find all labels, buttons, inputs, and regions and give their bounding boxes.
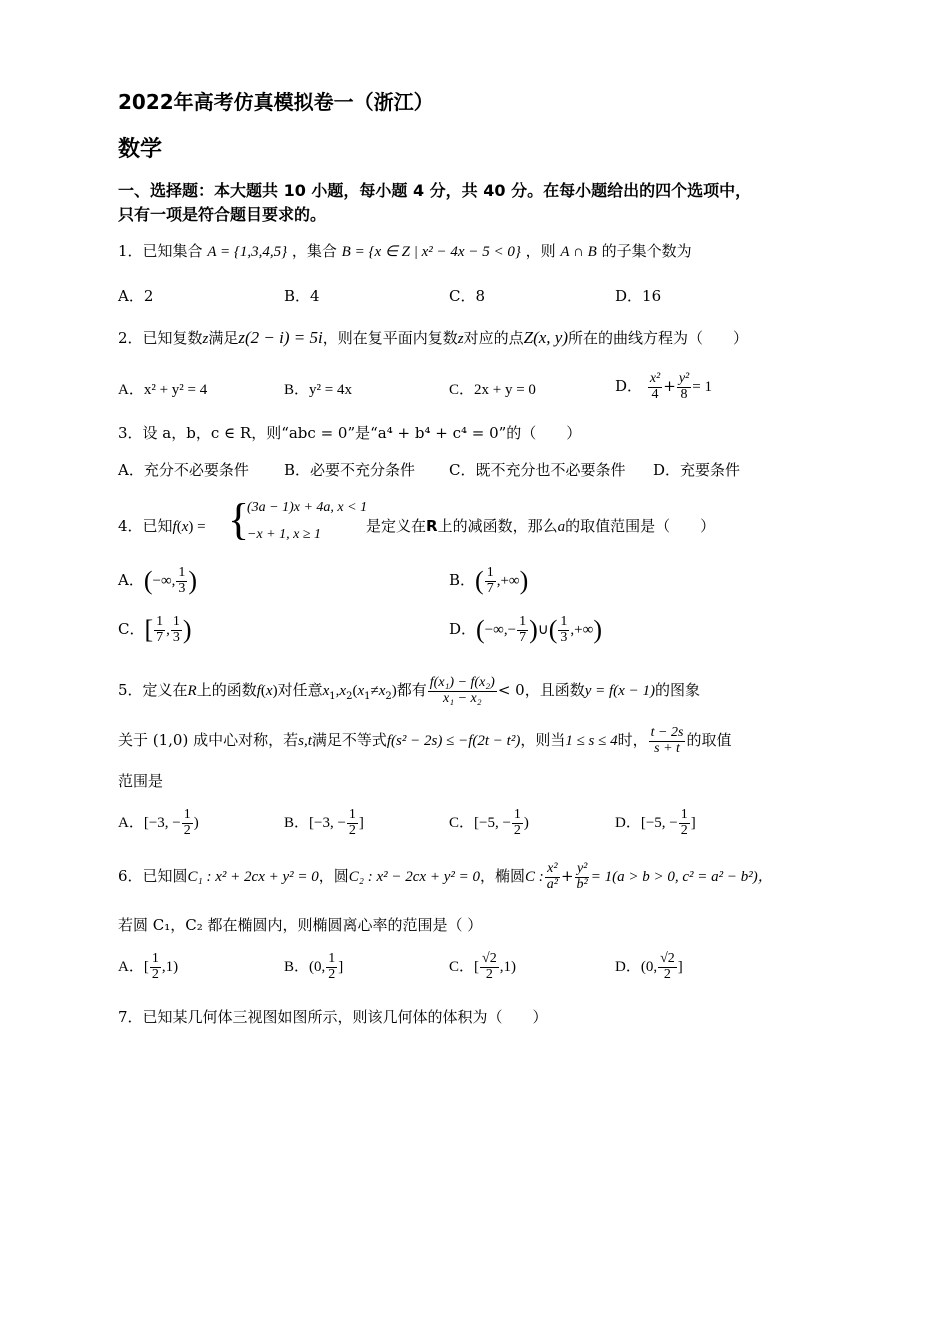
q2-option-d-label: D． bbox=[615, 377, 643, 396]
q6-stem-c: ，椭圆 bbox=[480, 867, 526, 886]
question-5-line3: 范围是 bbox=[118, 772, 164, 790]
q1-option-d: D．16 bbox=[615, 287, 662, 305]
q1-stem-c: ，则 bbox=[525, 242, 556, 260]
q4-stem-b: 是定义在 bbox=[366, 517, 427, 535]
q6-option-d: D．(0, $\frac{√2}{2}$ ] bbox=[615, 951, 683, 982]
q5-line2-a: 关于 (1,0) 成中心对称，若 bbox=[118, 731, 299, 750]
q4-stem-a-text: 4．已知 bbox=[118, 517, 173, 535]
q4-option-d: D．(−∞,− $\frac{1}{7}$ )∪( $\frac{1}{3}$ ,+∞) bbox=[449, 614, 602, 645]
q5-option-d-text: D．[−5, − bbox=[615, 815, 678, 832]
q2-var-z2: z bbox=[457, 331, 464, 347]
question-2 bbox=[118, 327, 748, 348]
q4-brace: { bbox=[228, 495, 250, 544]
q5-option-b: B．[−3, − $\frac{1}{2}$ ] bbox=[284, 807, 364, 838]
q2-frac-y: $\frac{\text{y²}}{8}$ bbox=[678, 371, 690, 402]
q1-stem-d: 的子集个数为 bbox=[601, 242, 692, 260]
q5-line2-f: 时， bbox=[617, 731, 648, 750]
q5-option-d: D．[−5, − $\frac{1}{2}$ ] bbox=[615, 807, 696, 838]
q6-option-b-text: B．(0, bbox=[284, 959, 326, 976]
question-5-line2: 关于 (1,0) 成中心对称，若s,t满足不等式f(s² − 2s) ≤ −f(2t − t²)，则当1 ≤ s ≤ 4时， $\frac{t - 2s}{s + t}$ 的取值 bbox=[118, 725, 732, 756]
q2-stem-b: 满足 bbox=[208, 329, 239, 347]
q1-expr: A ∩ B bbox=[560, 244, 597, 260]
q4-option-c: C．[ $\frac{1}{7}$ , $\frac{1}{3}$ ) bbox=[118, 614, 192, 645]
q1-stem-b: ，集合 bbox=[291, 242, 337, 260]
q5-option-b-text: B．[−3, − bbox=[284, 815, 346, 832]
page-title: 2022年高考仿真模拟卷一（浙江） bbox=[118, 90, 434, 114]
q4-option-b-label: B． bbox=[449, 571, 476, 590]
q4-option-b: B．( $\frac{1}{7}$ ,+∞) bbox=[449, 565, 529, 596]
q5-line2-c: f(s² − 2s) ≤ −f(2t − t²) bbox=[386, 733, 521, 750]
q3-option-d: D．充要条件 bbox=[653, 461, 741, 479]
q6-stem-d: = 1(a > b > 0, c² = a² − b²)， bbox=[590, 869, 773, 886]
question-1 bbox=[118, 240, 692, 261]
q4-case1: (3a − 1)x + 4a, x < 1 bbox=[247, 500, 368, 515]
q6-option-a: A．[ $\frac{1}{2}$ ,1) bbox=[118, 951, 179, 982]
q4-stem-rest: 是定义在R上的减函数，那么a的取值范围是（ ） bbox=[366, 517, 716, 535]
q2-stem-a: 2．已知复数 bbox=[118, 329, 203, 347]
q6-option-a-text: A．[ bbox=[118, 959, 149, 976]
question-6-line2: 若圆 C₁，C₂ 都在椭圆内，则椭圆离心率的范围是（ ） bbox=[118, 916, 483, 934]
q5-line2-g: 的取值 bbox=[686, 731, 732, 750]
q4-stem-c: 上的减函数，那么 bbox=[437, 517, 558, 535]
section-heading-line2: 只有一项是符合题目要求的。 bbox=[118, 205, 327, 224]
q2-option-d: D． $\frac{\text{x²}}{4}$ + $\frac{\text{y²}}{8}$ = 1 bbox=[615, 371, 712, 402]
section-heading-line1: 一、选择题：本大题共 10 小题，每小题 4 分，共 40 分。在每小题给出的四个选项中， bbox=[118, 181, 752, 200]
q4-option-d-label: D． bbox=[449, 620, 477, 639]
q4-case2: −x + 1, x ≥ 1 bbox=[247, 527, 322, 542]
q5-line2-e: 1 ≤ s ≤ 4 bbox=[565, 733, 618, 750]
q5-option-c-text: C．[−5, − bbox=[449, 815, 511, 832]
q2-option-a: A．x² + y² = 4 bbox=[118, 382, 208, 398]
question-3: 3．设 a，b，c ∈ R，则“abc = 0”是“a⁴ + b⁴ + c⁴ = 0”的（ ） bbox=[118, 424, 582, 442]
q6-option-b: B．(0, $\frac{1}{2}$ ] bbox=[284, 951, 344, 982]
q5-stem-f: y = f(x − 1) bbox=[584, 683, 655, 700]
q5-option-c-close: ) bbox=[523, 815, 529, 832]
q6-option-c-text: C．[ bbox=[449, 959, 480, 976]
q5-option-c: C．[−5, − $\frac{1}{2}$ ) bbox=[449, 807, 529, 838]
q5-option-a: A．[−3, − $\frac{1}{2}$ ) bbox=[118, 807, 199, 838]
q6-option-d-text: D．(0, bbox=[615, 959, 658, 976]
q5-stem-g: 的图象 bbox=[654, 681, 700, 700]
q2-point: Z(x, y) bbox=[523, 328, 568, 347]
q5-option-a-text: A．[−3, − bbox=[118, 815, 181, 832]
q3-option-b: B．必要不充分条件 bbox=[284, 461, 416, 479]
q5-stem-b: 上的函数 bbox=[196, 681, 257, 700]
q1-set-b: B = {x ∈ Z | x² − 4x − 5 < 0} bbox=[341, 244, 521, 260]
q6-option-c: C．[ $\frac{√2}{2}$ ,1) bbox=[449, 951, 516, 982]
q5-line2-d: ，则当 bbox=[520, 731, 566, 750]
q2-stem-d: 对应的点 bbox=[463, 329, 524, 347]
q4-R: R bbox=[426, 517, 438, 535]
q4-stem-d: 的取值范围是（ ） bbox=[565, 517, 716, 535]
q2-var-z: z bbox=[202, 331, 209, 347]
q2-frac-x: $\frac{\text{x²}}{4}$ bbox=[649, 371, 661, 402]
question-6-line1: 6．已知圆C₁ : x² + 2cx + y² = 0，圆C₂ : x² − 2cx + y² = 0，椭圆C : $\frac{\text{x²}}{\text{a²}}$ + $\frac{\text{y²}}{\text{b²}}$ = 1(a > b > 0, c² = a² − b²)， bbox=[118, 861, 773, 892]
q6-c2: C₂ : x² − 2cx + y² = 0 bbox=[348, 869, 480, 886]
subject-heading: 数学 bbox=[118, 137, 163, 162]
q2-option-c: C．2x + y = 0 bbox=[449, 382, 536, 398]
q4-option-c-label: C． bbox=[118, 620, 145, 639]
q2-stem-c: ，则在复平面内复数 bbox=[322, 329, 458, 347]
q5-option-b-close: ] bbox=[358, 815, 364, 832]
q3-option-a: A．充分不必要条件 bbox=[118, 461, 249, 479]
q5-line2-b: 满足不等式 bbox=[311, 731, 387, 750]
q5-stem-a: 5．定义在 bbox=[118, 681, 188, 700]
q5-stem-d: 都有 bbox=[396, 681, 427, 700]
q6-stem-b: ，圆 bbox=[318, 867, 349, 886]
q6-stem-a: 6．已知圆 bbox=[118, 867, 188, 886]
q3-option-c: C．既不充分也不必要条件 bbox=[449, 461, 626, 479]
q2-equation: z(2 − i) = 5i bbox=[238, 328, 323, 347]
q1-option-c: C．8 bbox=[449, 287, 486, 305]
q4-option-a: A．(−∞, $\frac{1}{3}$ ) bbox=[118, 565, 198, 596]
q4-option-a-label: A． bbox=[118, 571, 144, 590]
q5-stem-c: 对任意 bbox=[277, 681, 323, 700]
q2-option-b: B．y² = 4x bbox=[284, 382, 352, 398]
q2-stem-e: 所在的曲线方程为（ ） bbox=[567, 329, 748, 347]
q1-set-a: A = {1,3,4,5} bbox=[207, 244, 288, 260]
q5-option-d-close: ] bbox=[690, 815, 696, 832]
q6-c1: C₁ : x² + 2cx + y² = 0 bbox=[187, 869, 319, 886]
question-7: 7．已知某几何体三视图如图所示，则该几何体的体积为（ ） bbox=[118, 1008, 548, 1026]
q5-option-a-close: ) bbox=[193, 815, 199, 832]
q1-option-a: A．2 bbox=[118, 287, 154, 305]
q1-option-b: B．4 bbox=[284, 287, 320, 305]
question-5-line1: 5．定义在R上的函数f(x)对任意$x_1,x_2(x_1\ne x_2)$都有 $\frac{\text{f(x₁) − f(x₂)}}{\text{x₁ − x₂}}$ < 0，且函数y = f(x − 1)的图象 bbox=[118, 675, 700, 706]
q1-stem-a: 1．已知集合 bbox=[118, 242, 203, 260]
q5-stem-e: < 0，且函数 bbox=[497, 681, 585, 700]
q4-stem-a: 4．已知f(x) = bbox=[118, 517, 206, 535]
